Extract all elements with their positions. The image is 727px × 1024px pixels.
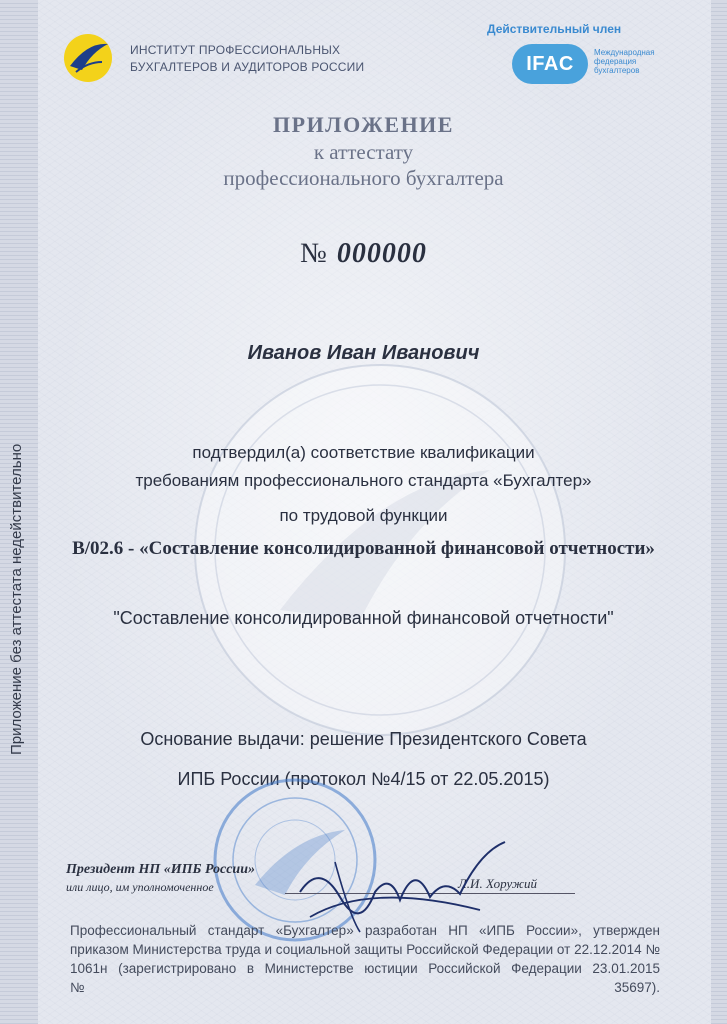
ifac-desc-line1: Международная — [594, 48, 655, 57]
holder-name: Иванов Иван Иванович — [247, 342, 480, 364]
certificate-number — [0, 238, 727, 270]
number-sign: № — [300, 238, 327, 269]
ifac-description — [594, 48, 674, 75]
basis-line2: ИПБ России (протокол №4/15 от 22.05.2015) — [177, 769, 550, 789]
president-title: Президент НП «ИПБ России» — [66, 862, 255, 877]
signer-name: Л.И. Хоружий — [458, 876, 537, 891]
body-line3: по трудовой функции — [279, 506, 448, 525]
institute-name — [130, 42, 364, 76]
document-subtitle-line1: к аттестату — [313, 140, 414, 164]
labor-function-title: В/02.6 - «Составление консолидированной финансовой отчетности» — [72, 538, 655, 559]
number-value: 000000 — [336, 238, 427, 269]
ipb-logo-icon — [62, 32, 114, 84]
basis-line1: Основание выдачи: решение Президентского Совета — [140, 729, 587, 749]
ifac-desc-line3: бухгалтеров — [594, 66, 640, 75]
document-title: ПРИЛОЖЕНИЕ — [273, 112, 454, 137]
ifac-desc-line2: федерация — [594, 57, 637, 66]
body-line1: подтвердил(а) соответствие квалификации — [192, 443, 535, 462]
institute-line2: БУХГАЛТЕРОВ И АУДИТОРОВ РОССИИ — [130, 60, 365, 74]
document-subtitle-line2: профессионального бухгалтера — [223, 166, 504, 190]
footer-note: Профессиональный стандарт «Бухгалтер» разработан НП «ИПБ России», утвержден приказом Министерства труда и социальной защиты Российской Федерации от 22.12.2014 № 1061н (зарегистрировано в Министерстве юстиции Российской Федерации 23.01.2015 №35697). — [70, 923, 660, 995]
institute-line1: ИНСТИТУТ ПРОФЕССИОНАЛЬНЫХ — [130, 43, 341, 57]
side-note-vertical: Приложение без аттестата недействительно — [8, 443, 25, 755]
labor-function-quote: "Составление консолидированной финансовой отчетности" — [113, 608, 614, 628]
ifac-logo: IFAC — [512, 44, 588, 84]
member-label: Действительный член — [487, 22, 622, 36]
body-line2: требованиям профессионального стандарта «Бухгалтер» — [135, 471, 592, 490]
president-subtitle: или лицо, им уполномоченное — [66, 880, 214, 894]
